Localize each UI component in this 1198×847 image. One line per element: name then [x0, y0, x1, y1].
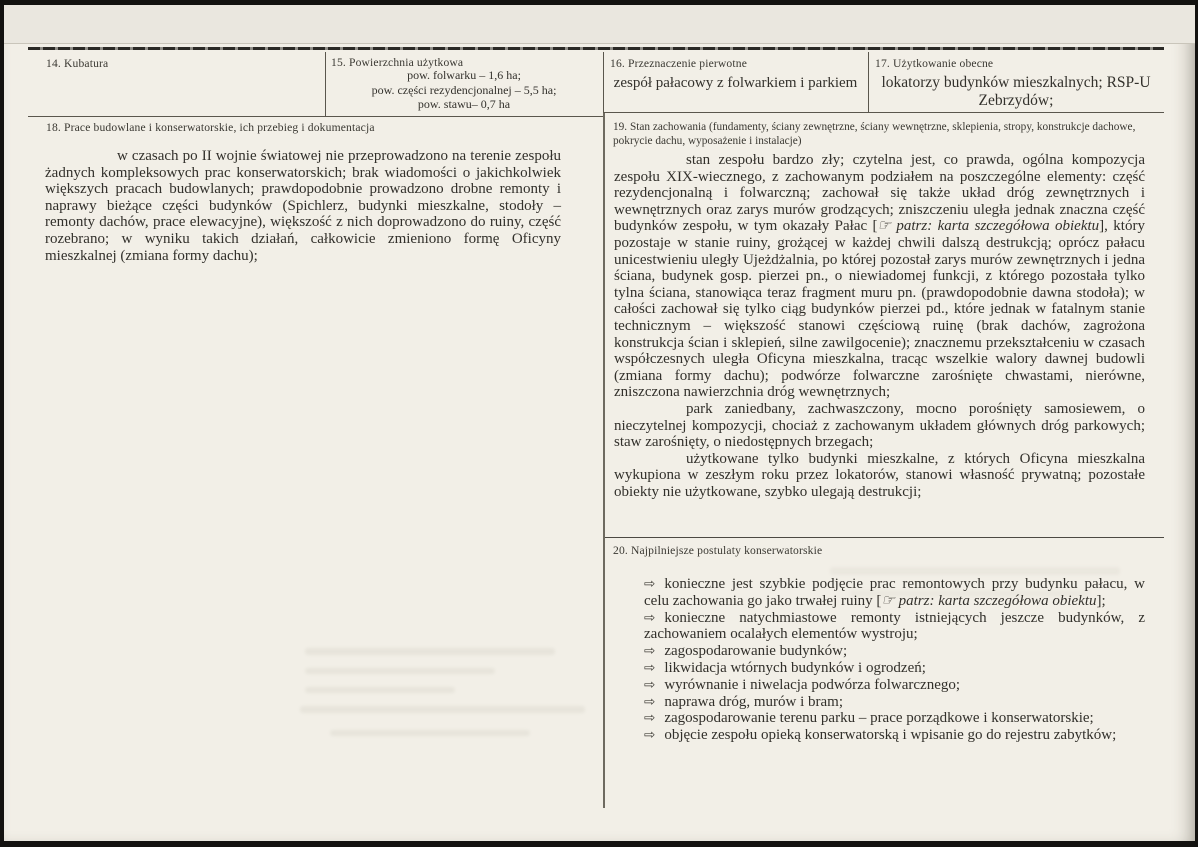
- bleedthrough-mark: [300, 706, 585, 713]
- list-item: [644, 727, 1145, 744]
- field-19-label: 19. Stan zachowania (fundamenty, ściany zewnętrzne, ściany wewnętrzne, sklepienia, stropy, konstrukcje dachowe, pokrycie dachu, wyposażenie i instalacje): [613, 121, 1136, 148]
- list-item-text: wyrównanie i niwelacja podwórza folwarcznego;: [664, 676, 961, 693]
- field-20-label: 20. Najpilniejsze postulaty konserwatorskie: [613, 544, 823, 557]
- field-16-label: 16. Przeznaczenie pierwotne: [610, 57, 747, 70]
- list-item: [644, 660, 1145, 677]
- field-18-label: 18. Prace budowlane i konserwatorskie, ich przebieg i dokumentacja: [46, 121, 375, 134]
- field-15-line: pow. folwarku – 1,6 ha;: [407, 68, 521, 82]
- arrow-bullet-icon: ⇨: [644, 659, 656, 676]
- list-item-text: konieczne natychmiastowe remonty istniejących jeszcze budynków, z zachowaniem ocalałych elementów wystroju;: [644, 609, 1145, 643]
- field-19-text: [614, 152, 1145, 500]
- field-16-value: zespół pałacowy z folwarkiem i parkiem: [613, 75, 858, 91]
- list-item-text: naprawa dróg, murów i bram;: [664, 693, 844, 710]
- field-15-line: pow. części rezydencjonalnej – 5,5 ha;: [371, 82, 557, 97]
- list-item: [644, 643, 1145, 660]
- list-item-text: ];: [1096, 592, 1106, 609]
- field-17-value: lokatorzy budynków mieszkalnych; RSP-U Zebrzydów;: [881, 74, 1151, 109]
- field-20-list: [644, 576, 1145, 744]
- field-19-paragraph-1: [614, 152, 1145, 401]
- table-top-rule: [28, 47, 1164, 50]
- cross-reference-note: ☞ patrz: karta szczegółowa obiektu: [877, 218, 1100, 235]
- field-15-line: pow. stawu– 0,7 ha: [417, 97, 511, 112]
- page-top-margin: [4, 5, 1195, 44]
- field-19-paragraph-3: użytkowane tylko budynki mieszkalne, z których Oficyna mieszkalna wykupiona w zeszłym roku przez lokatorów, stanowi własność prywatną; pozostałe obiekty nie użytkowane, szybko ulegają destrukcji;: [614, 450, 1145, 500]
- cross-reference-note: ☞ patrz: karta szczegółowa obiektu: [881, 592, 1097, 609]
- arrow-bullet-icon: ⇨: [644, 609, 656, 626]
- field-17-label: 17. Użytkowanie obecne: [875, 57, 994, 70]
- field-15-label: 15. Powierzchnia użytkowa: [331, 56, 464, 69]
- row1-bottom-rule-left: [28, 116, 603, 117]
- list-item: [644, 610, 1145, 644]
- row1-bottom-rule-right: [603, 112, 1164, 113]
- bleedthrough-mark: [305, 687, 455, 693]
- field-18-paragraph: w czasach po II wojnie światowej nie przeprowadzono na terenie zespołu żadnych kompleksowych prac konserwatorskich; brak wiadomości o jakichkolwiek większych pracach budowlanych; prawdopodobnie prowadzono drobne remonty i naprawy bieżące części budynków (Spichlerz, budynki mieszkalne, stodoły – remonty dachów, prace elewacyjne), większość z nich doprowadzono do ruiny, część rozebrano; w wyniku takich działań, całkowicie zmieniono formę Oficyny mieszkalnej (zmiana formy dachu);: [45, 148, 561, 264]
- bleedthrough-mark: [830, 567, 1120, 575]
- list-item: [644, 576, 1145, 610]
- main-column-divider: [603, 112, 605, 808]
- field-19-p1-text: ], który pozostaje w stanie ruiny, grożącej w każdej chwili dalszą destrukcją; oprócz pałacu unicestwieniu uległy Ujeżdżalnia, po której pozostał zarys murów zewnętrznych i jedna ściana, budynek gosp. pierzei pn., o niewiadomej funkcji, z którego pozostała tylko tylna ściana, stanowiąca teraz fragment muru pn. (prawdopodobnie dawna stodoła); w całości zachował się tylko ciąg budynków pierzei pd., które jednak w fatalnym stanie technicznym – większość stanowi częściową ruinę (brak dachów, zagrożona konstrukcja ścian i sklepień, silne zawilgocenie); znacznemu przekształceniu w czasach współczesnych uległa Oficyna mieszkalna, tracąc wszelkie walory dawnej budowli (zmiana formy dachu); podwórze folwarczne zarośnięte chwastami, nierówne, zniszczona nawierzchnia dróg wewnętrznych;: [614, 218, 1145, 401]
- bleedthrough-mark: [305, 668, 495, 674]
- list-item-text: zagospodarowanie budynków;: [664, 643, 848, 660]
- bleedthrough-mark: [330, 730, 530, 736]
- list-item-text: zagospodarowanie terenu parku – prace porządkowe i konserwatorskie;: [664, 710, 1094, 727]
- bleedthrough-mark: [305, 648, 555, 655]
- arrow-bullet-icon: ⇨: [644, 576, 656, 592]
- list-item: [644, 677, 1145, 694]
- field-14-label: 14. Kubatura: [46, 57, 109, 70]
- divider-field16-field17: [868, 52, 869, 112]
- arrow-bullet-icon: ⇨: [644, 727, 656, 744]
- list-item: [644, 694, 1145, 711]
- arrow-bullet-icon: ⇨: [644, 710, 656, 727]
- arrow-bullet-icon: ⇨: [644, 676, 656, 693]
- arrow-bullet-icon: ⇨: [644, 643, 656, 660]
- field-15-value: [325, 68, 603, 112]
- field-19-paragraph-2: park zaniedbany, zachwaszczony, mocno porośnięty samosiewem, o nieczytelnej kompozycji, chociaż z zachowanym układem głównych dróg parkowych; staw zarośnięty, o niedostępnych brzegach;: [614, 400, 1145, 451]
- list-item-text: likwidacja wtórnych budynków i ogrodzeń;: [664, 659, 926, 676]
- list-item-text: konieczne jest szybkie podjęcie prac remontowych przy budynku pałacu, w celu zachowania go jako trwałej ruiny [: [644, 576, 1145, 609]
- arrow-bullet-icon: ⇨: [644, 693, 656, 710]
- divider-field19-field20: [605, 537, 1164, 538]
- list-item-text: objęcie zespołu opieką konserwatorską i wpisanie go do rejestru zabytków;: [664, 727, 1117, 744]
- list-item: [644, 710, 1145, 727]
- field-18-text: [45, 148, 561, 264]
- field-19-p1-text: stan zespołu bardzo zły; czytelna jest, co prawda, ogólna kompozycja zespołu XIX-wiecznego, z zachowanym podziałem na poszczególne elementy: część rezydencjonalną i folwarczną; zachował się także układ dróg zewnętrznych i wewnętrznych oraz zarys murów grodzących; zniszczeniu uległa jednak znaczna część budynków zespołu, w tym okazały Pałac [: [614, 152, 1145, 235]
